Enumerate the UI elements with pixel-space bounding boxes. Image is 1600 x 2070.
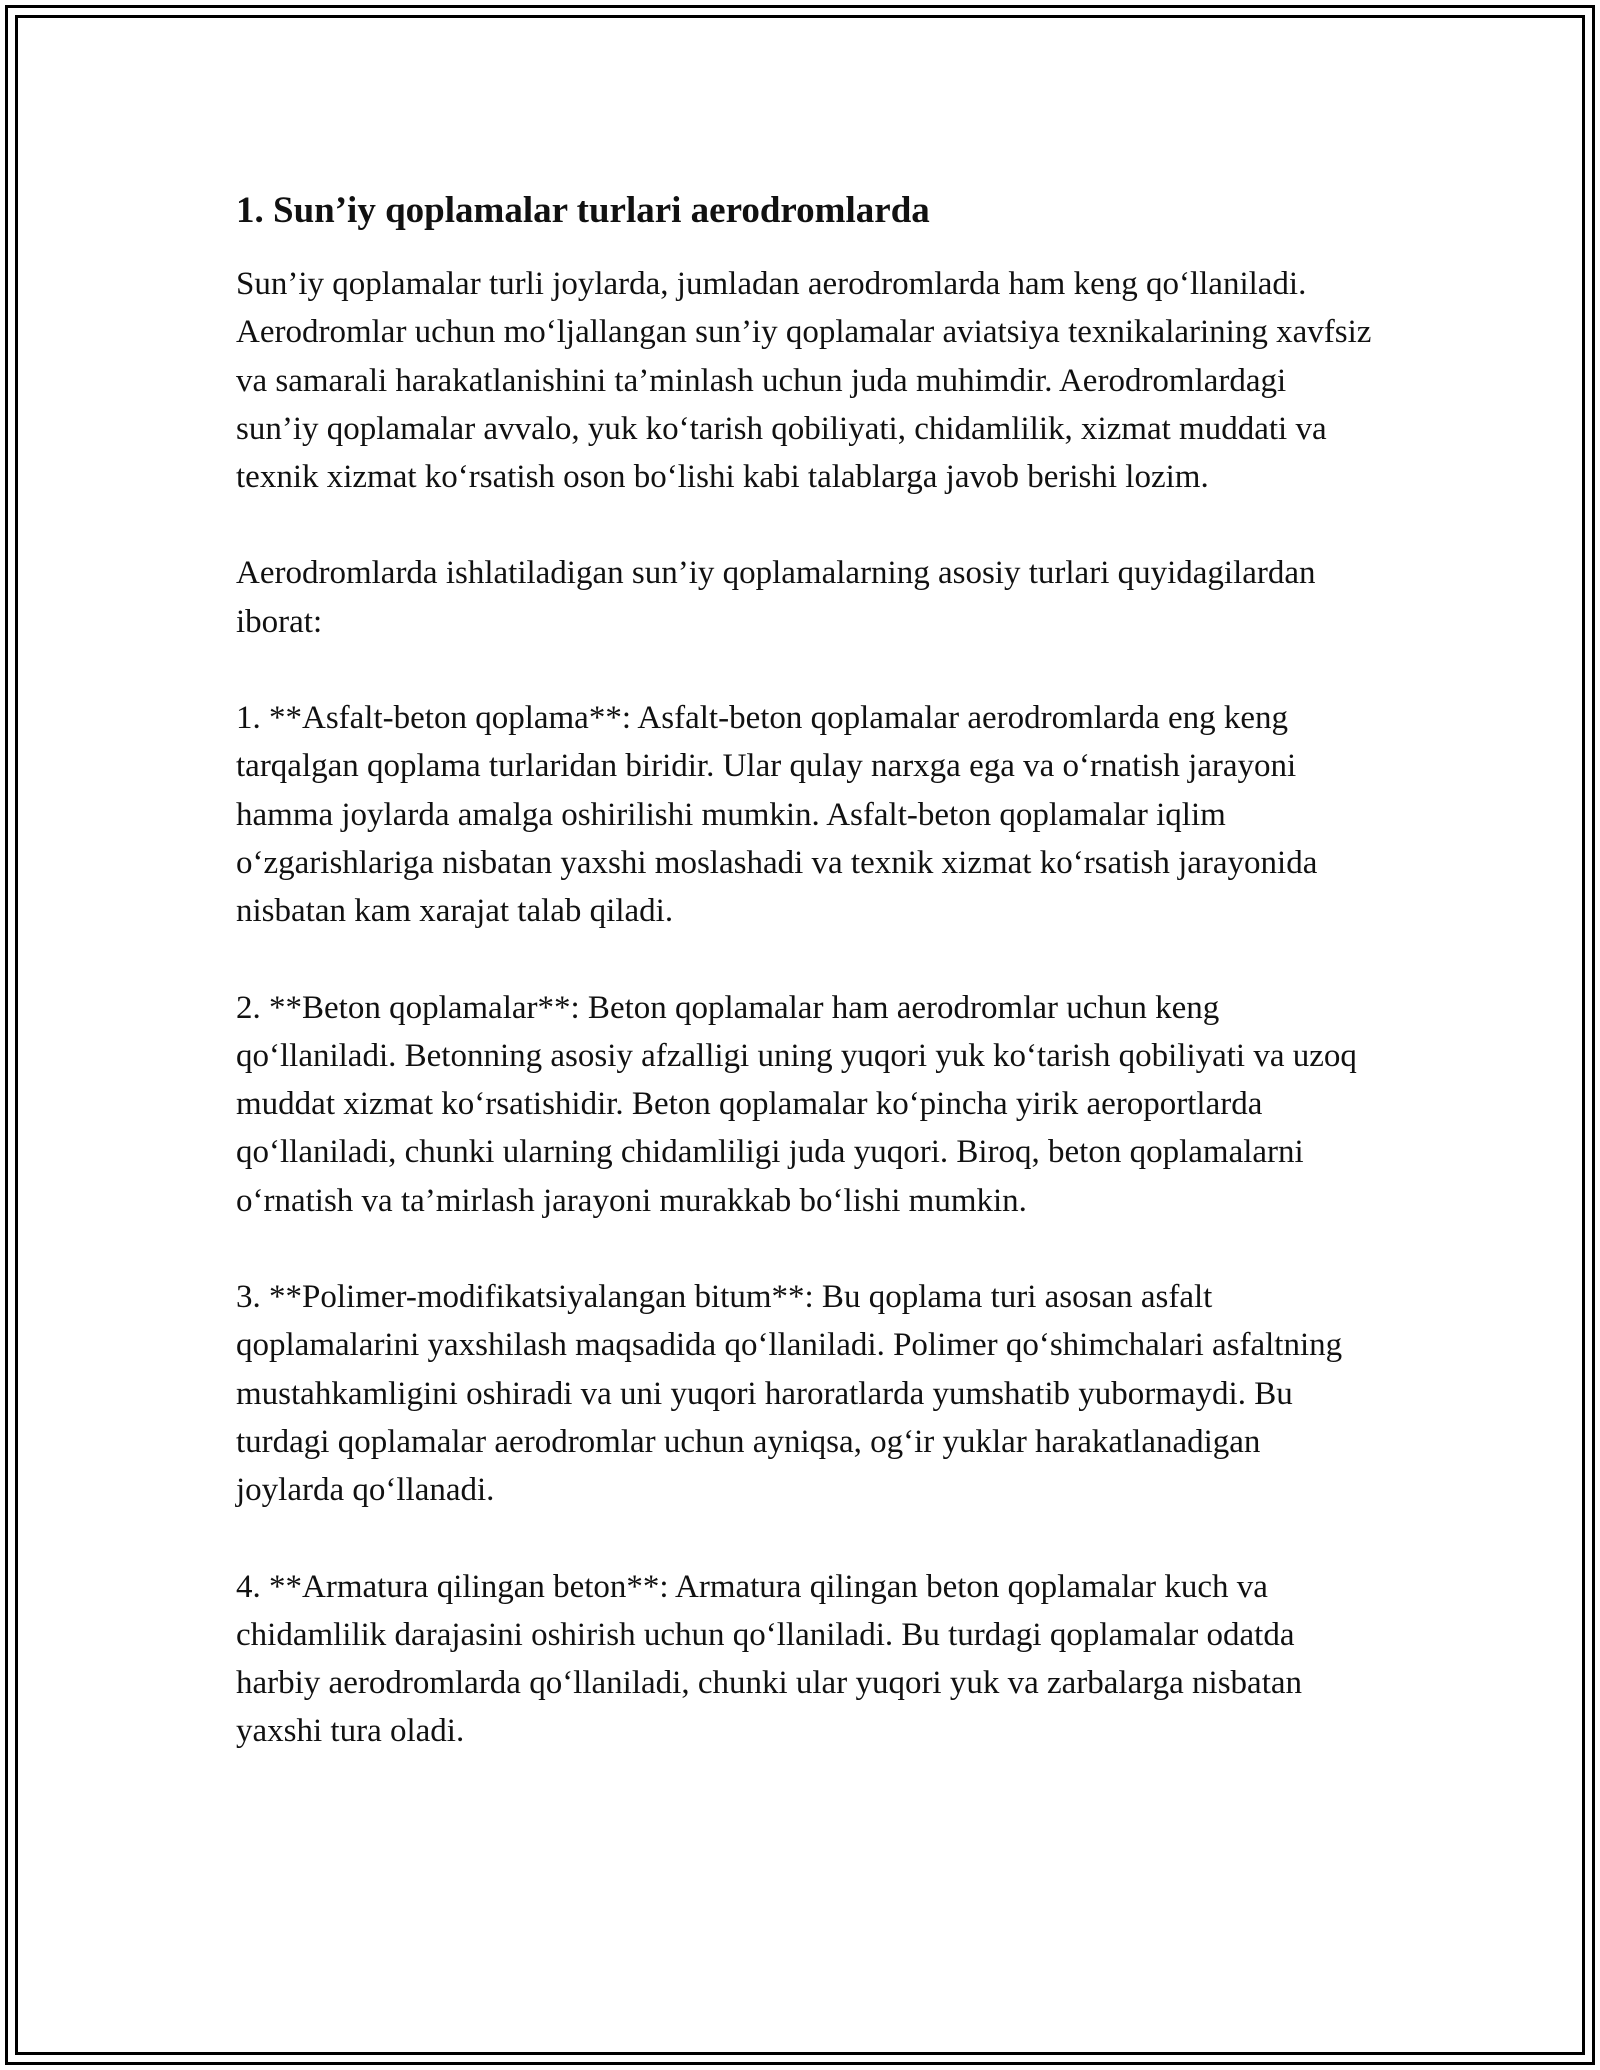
document-body xyxy=(236,186,1376,1804)
paragraph-reinforced-concrete: 4. **Armatura qilingan beton**: Armatura qilingan beton qoplamalar kuch va chidamlilik darajasini oshirish uchun qo‘llaniladi. Bu turdagi qoplamalar odatda harbiy aerodromlarda qo‘llaniladi, chunki ular yuqori yuk va zarbalarga nisbatan yaxshi tura oladi. xyxy=(236,1568,1303,1750)
paragraph-intro: Sun’iy qoplamalar turli joylarda, jumladan aerodromlarda ham keng qo‘llaniladi. Aerodromlar uchun mo‘ljallangan sun’iy qoplamalar aviatsiya texnikalarining xavfsiz va samarali harakatlanishini ta’minlash uchun juda muhimdir. Aerodromlardagi sun’iy qoplamalar avvalo, yuk ko‘tarish qobiliyati, chidamlilik, xizmat muddati va texnik xizmat ko‘rsatish oson bo‘lishi kabi talablarga javob berishi lozim. xyxy=(236,266,1372,496)
paragraph-asphalt-concrete: 1. **Asfalt-beton qoplama**: Asfalt-beton qoplamalar aerodromlarda eng keng tarqalgan qoplama turlaridan biridir. Ular qulay narxga ega va o‘rnatish jarayoni hamma joylarda amalga oshirilishi mumkin. Asfalt-beton qoplamalar iqlim o‘zgarishlariga nisbatan yaxshi moslashadi va texnik xizmat ko‘rsatish jarayonida nisbatan kam xarajat talab qiladi. xyxy=(236,700,1318,930)
section-heading: 1. Sun’iy qoplamalar turlari aerodromlarda xyxy=(236,190,930,231)
paragraph-polymer-bitumen: 3. **Polimer-modifikatsiyalangan bitum**: Bu qoplama turi asosan asfalt qoplamalarini yaxshilash maqsadida qo‘llaniladi. Polimer qo‘shimchalari asfaltning mustahkamligini oshiradi va uni yuqori haroratlarda yumshatib yubormaydi. Bu turdagi qoplamalar aerodromlar uchun ayniqsa, og‘ir yuklar harakatlanadigan joylarda qo‘llanadi. xyxy=(236,1279,1343,1509)
paragraph-types-intro: Aerodromlarda ishlatiladigan sun’iy qoplamalarning asosiy turlari quyidagilardan iborat: xyxy=(236,555,1316,640)
paragraph-concrete: 2. **Beton qoplamalar**: Beton qoplamalar ham aerodromlar uchun keng qo‘llaniladi. Betonning asosiy afzalligi uning yuqori yuk ko‘tarish qobiliyati va uzoq muddat xizmat ko‘rsatishidir. Beton qoplamalar ko‘pincha yirik aeroportlarda qo‘llaniladi, chunki ularning chidamliligi juda yuqori. Biroq, beton qoplamalarni o‘rnatish va ta’mirlash jarayoni murakkab bo‘lishi mumkin. xyxy=(236,989,1357,1219)
